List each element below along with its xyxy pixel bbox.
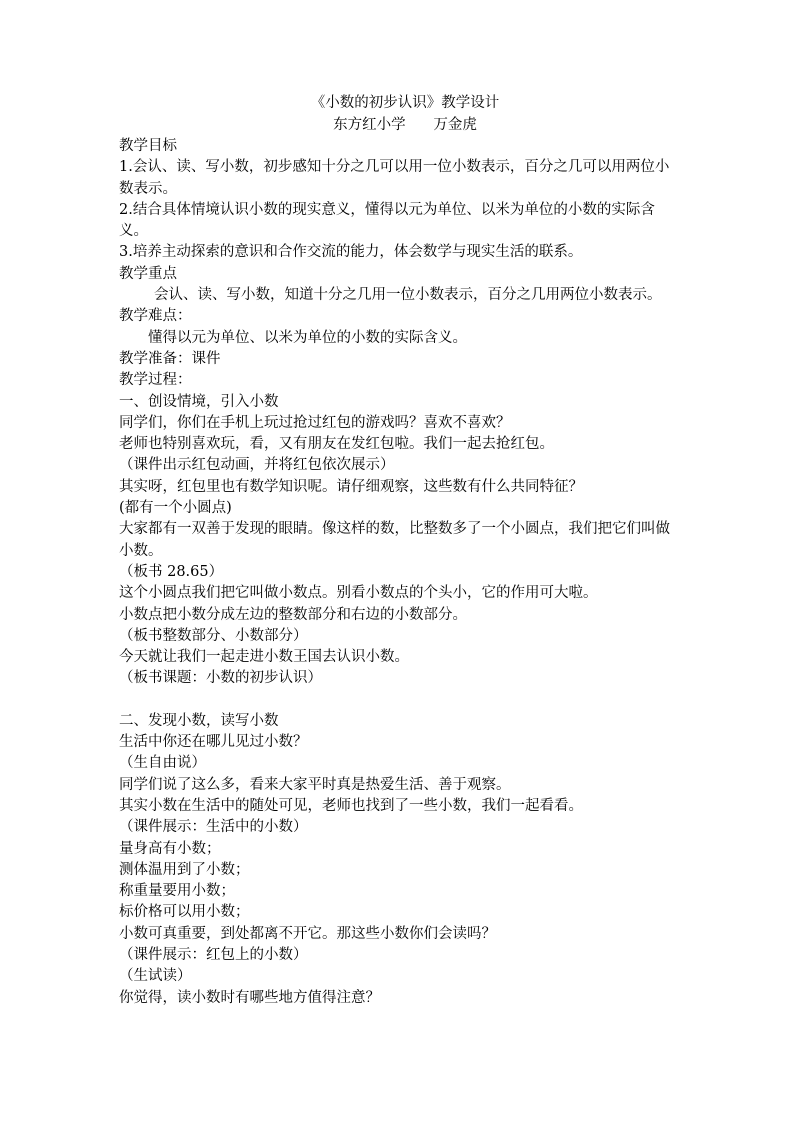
part2-heading: 二、发现小数，读写小数 bbox=[119, 712, 279, 729]
goals-heading: 教学目标 bbox=[119, 138, 177, 154]
key-heading: 教学重点 bbox=[119, 265, 177, 282]
part2-line: （课件展示：红包上的小数） bbox=[119, 946, 308, 963]
part2-line: （生自由说） bbox=[119, 755, 206, 772]
key-text: 会认、读、写小数，知道十分之几用一位小数表示，百分之几用两位小数表示。 bbox=[154, 287, 662, 304]
part1-line: 其实呀，红包里也有数学知识呢。请仔细观察，这些数有什么共同特征？ bbox=[119, 478, 583, 495]
part2-line: 标价格可以用小数； bbox=[119, 904, 250, 921]
blank-line bbox=[119, 690, 679, 711]
part2-line: 你觉得，读小数时有哪些地方值得注意？ bbox=[119, 989, 380, 1006]
document-title: 《小数的初步认识》教学设计 bbox=[310, 95, 500, 111]
part1-line: (都有一个小圆点) bbox=[119, 500, 232, 517]
goal-3: 3.培养主动探索的意识和合作交流的能力，体会数学与现实生活的联系。 bbox=[119, 244, 583, 261]
part2-line: 其实小数在生活中的随处可见，老师也找到了一些小数，我们一起看看。 bbox=[119, 797, 583, 814]
goal-1: 1.会认、读、写小数，初步感知十分之几可以用一位小数表示，百分之几可以用两位小数表示。 bbox=[119, 159, 670, 197]
part1-heading: 一、创设情境，引入小数 bbox=[119, 393, 279, 410]
process-heading: 教学过程： bbox=[119, 372, 192, 389]
part2-line: 生活中你还在哪儿见过小数？ bbox=[119, 734, 308, 751]
part1-line: （板书课题：小数的初步认识） bbox=[119, 670, 322, 687]
part1-line: 老师也特别喜欢玩，看，又有朋友在发红包啦。我们一起去抢红包。 bbox=[119, 436, 554, 453]
goal-2: 2.结合具体情境认识小数的现实意义，懂得以元为单位、以米为单位的小数的实际含义。 bbox=[119, 201, 655, 240]
document-page bbox=[119, 92, 679, 1009]
part2-line: （课件展示：生活中的小数） bbox=[119, 819, 308, 836]
part1-line: （板书整数部分、小数部分） bbox=[119, 627, 308, 644]
part1-line: 大家都有一双善于发现的眼睛。像这样的数，比整数多了一个小圆点，我们把它们叫做小数。 bbox=[119, 521, 670, 559]
difficulty-text: 懂得以元为单位、以米为单位的小数的实际含义。 bbox=[148, 329, 467, 346]
author-line: 东方红小学 万金虎 bbox=[333, 117, 477, 133]
part1-line: 这个小圆点我们把它叫做小数点。别看小数点的个头小，它的作用可大啦。 bbox=[119, 585, 598, 602]
part1-line: 小数点把小数分成左边的整数部分和右边的小数部分。 bbox=[119, 606, 467, 623]
prep-line: 教学准备：课件 bbox=[119, 350, 221, 367]
part2-line: 小数可真重要，到处都离不开它。那这些小数你们会读吗？ bbox=[119, 925, 496, 942]
part2-line: （生试读） bbox=[119, 968, 192, 985]
part2-line: 测体温用到了小数； bbox=[119, 861, 250, 878]
part1-line: （课件出示红包动画，并将红包依次展示） bbox=[119, 457, 395, 474]
part2-line: 量身高有小数； bbox=[119, 840, 221, 857]
part1-line: 今天就让我们一起走进小数王国去认识小数。 bbox=[119, 649, 409, 666]
part2-line: 称重量要用小数； bbox=[119, 883, 235, 900]
difficulty-heading: 教学难点： bbox=[119, 308, 192, 325]
part2-line: 同学们说了这么多，看来大家平时真是热爱生活、善于观察。 bbox=[119, 776, 511, 793]
part1-line: （板书 28.65） bbox=[119, 563, 224, 580]
part1-line: 同学们，你们在手机上玩过抢过红包的游戏吗？喜欢不喜欢？ bbox=[119, 414, 511, 431]
